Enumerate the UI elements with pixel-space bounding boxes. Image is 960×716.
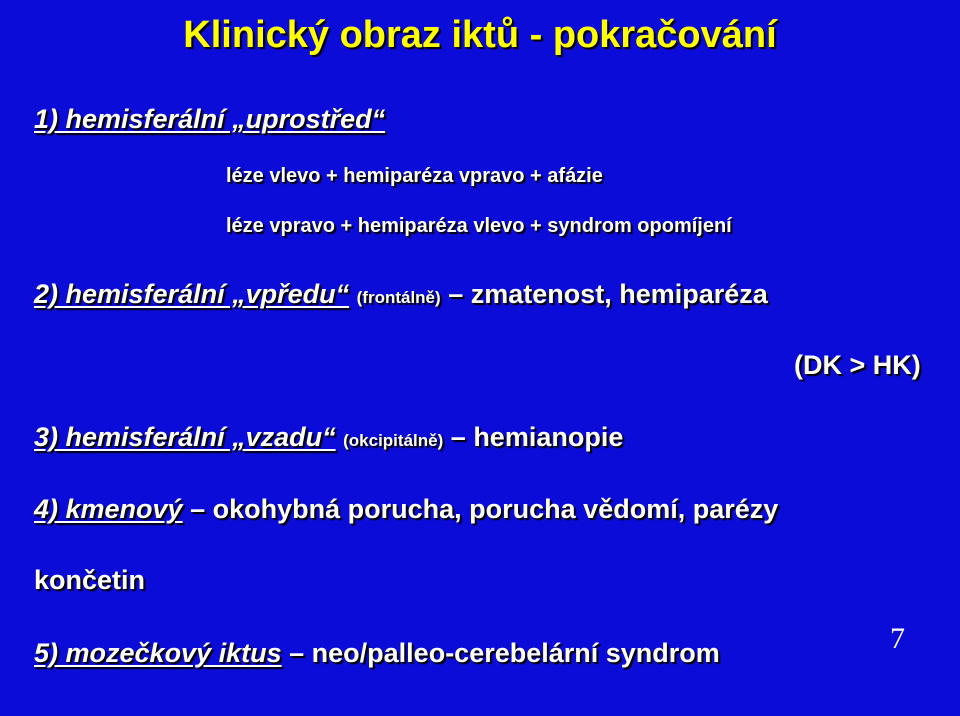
- item-4-number: 4): [34, 494, 66, 524]
- item-2-location: (frontálně): [356, 288, 441, 307]
- item-2: [34, 279, 768, 310]
- item-2-number: 2): [34, 279, 66, 309]
- item-3-location: (okcipitálně): [343, 431, 444, 450]
- item-2-dash: –: [448, 279, 464, 309]
- item-2-heading: hemisferální „vpředu“: [65, 279, 350, 309]
- page-number: 7: [890, 622, 905, 655]
- item-1-detail-1: léze vlevo + hemiparéza vpravo + afázie: [226, 165, 603, 187]
- item-1-detail-2: léze vpravo + hemiparéza vlevo + syndrom opomíjení: [226, 215, 732, 237]
- item-5-heading: mozečkový iktus: [65, 638, 282, 668]
- item-5-dash: –: [289, 638, 305, 668]
- item-3-heading: hemisferální „vzadu“: [65, 422, 336, 452]
- item-2-description: zmatenost, hemiparéza: [470, 279, 768, 309]
- item-5-description: neo/palleo-cerebelární syndrom: [311, 638, 720, 668]
- item-5: [34, 638, 720, 669]
- item-3-dash: –: [450, 422, 466, 452]
- item-3-number: 3): [34, 422, 66, 452]
- item-3: [34, 422, 623, 453]
- item-4-description: okohybná porucha, porucha vědomí, parézy: [212, 494, 779, 524]
- item-4-heading: kmenový: [65, 494, 183, 524]
- item-1-number: 1): [34, 104, 66, 134]
- item-1-heading: hemisferální „uprostřed“: [65, 104, 386, 134]
- item-4-dash: –: [190, 494, 206, 524]
- item-2-note: (DK > HK): [794, 350, 921, 380]
- item-1: [34, 104, 385, 135]
- item-4: [34, 494, 778, 525]
- item-5-number: 5): [34, 638, 66, 668]
- item-3-description: hemianopie: [473, 422, 624, 452]
- item-4-continuation: končetin: [34, 565, 146, 595]
- slide-title: Klinický obraz iktů - pokračování: [183, 14, 777, 56]
